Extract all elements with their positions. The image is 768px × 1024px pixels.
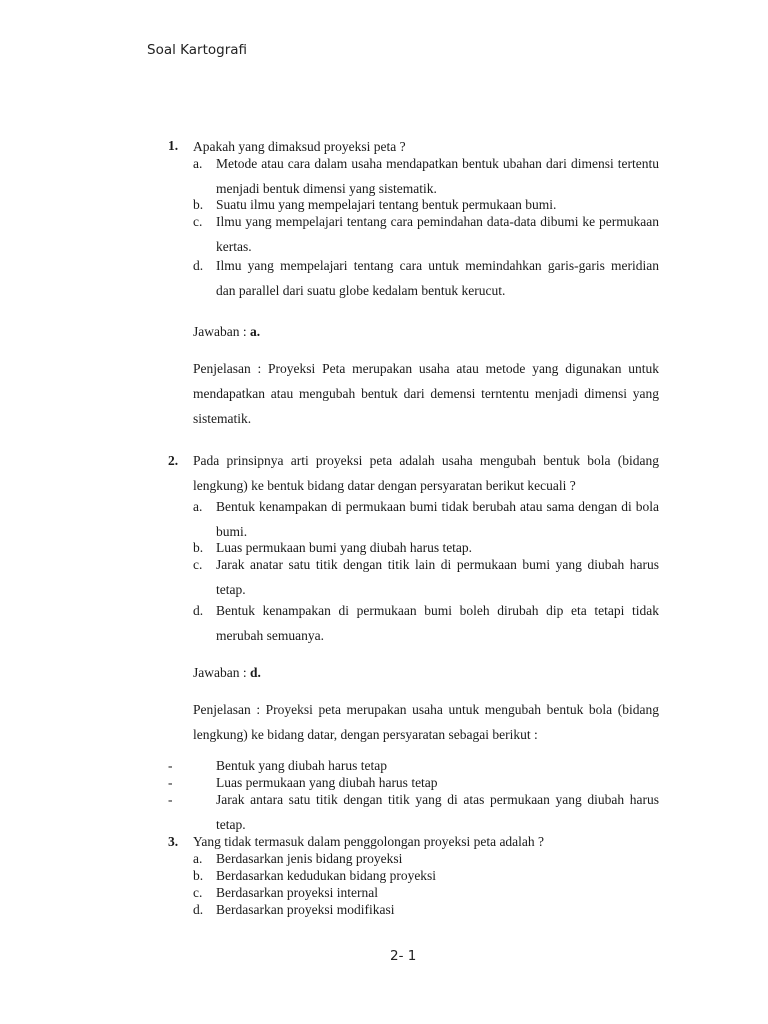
- explanation: Penjelasan : Proyeksi peta merupakan usaha untuk mengubah bentuk bola (bidang lengkung) ke bidang datar, dengan persyaratan sebagai berikut :: [193, 702, 659, 742]
- question-number: 1.: [168, 138, 179, 153]
- option-text: Berdasarkan jenis bidang proyeksi: [216, 851, 403, 866]
- answer-line: [193, 323, 659, 340]
- option-list: [193, 151, 659, 303]
- option-label: d.: [193, 603, 204, 618]
- option-text: Berdasarkan proyeksi modifikasi: [216, 902, 395, 917]
- question-number: 3.: [168, 834, 179, 849]
- option-c: [193, 884, 659, 901]
- option-list: [193, 850, 659, 918]
- option-text: Berdasarkan proyeksi internal: [216, 885, 378, 900]
- question-text: Pada prinsipnya arti proyeksi peta adalah usaha mengubah bentuk bola (bidang lengkung) ke bentuk bidang datar dengan persyaratan berikut kecuali ?: [193, 453, 659, 493]
- bullet-mark: -: [168, 758, 173, 773]
- option-d: [193, 253, 659, 303]
- bullet-text: Luas permukaan yang diubah harus tetap: [216, 775, 438, 790]
- option-d: [193, 901, 659, 918]
- option-list: [193, 494, 659, 648]
- bullet-text: Jarak antara satu titik dengan titik yang di atas permukaan yang diubah harus tetap.: [216, 792, 659, 832]
- option-label: a.: [193, 851, 203, 866]
- option-a: [193, 151, 659, 201]
- answer-line: [193, 664, 659, 681]
- option-label: b.: [193, 868, 204, 883]
- question-text: Apakah yang dimaksud proyeksi peta ?: [193, 139, 406, 154]
- bullet-list: [168, 757, 659, 837]
- option-text: Ilmu yang mempelajari tentang cara pemindahan data-data dibumi ke permukaan kertas.: [216, 214, 659, 254]
- option-a: [193, 494, 659, 544]
- bullet-mark: -: [168, 792, 173, 807]
- answer-label: Jawaban :: [193, 324, 250, 339]
- option-label: d.: [193, 258, 204, 273]
- option-text: Suatu ilmu yang mempelajari tentang bentuk permukaan bumi.: [216, 197, 557, 212]
- bullet-mark: -: [168, 775, 173, 790]
- option-c: [193, 209, 659, 259]
- answer-label: Jawaban :: [193, 665, 250, 680]
- option-label: a.: [193, 499, 203, 514]
- question-number: 2.: [168, 453, 179, 468]
- option-label: b.: [193, 197, 204, 212]
- option-label: c.: [193, 557, 203, 572]
- option-text: Bentuk kenampakan di permukaan bumi boleh dirubah dip eta tetapi tidak merubah semuanya.: [216, 603, 659, 643]
- document-header: Soal Kartografi: [147, 42, 248, 58]
- option-text: Bentuk kenampakan di permukaan bumi tidak berubah atau sama dengan di bola bumi.: [216, 499, 659, 539]
- question-3: [168, 833, 659, 918]
- option-label: d.: [193, 902, 204, 917]
- bullet-item: [168, 787, 659, 837]
- answer-value: d.: [249, 665, 261, 680]
- answer-value: a.: [249, 324, 261, 339]
- explanation: Penjelasan : Proyeksi Peta merupakan usaha atau metode yang digunakan untuk mendapatkan atau mengubah bentuk dari demensi terntentu menjadi dimensi yang sistematik.: [193, 361, 659, 426]
- option-d: [193, 598, 659, 648]
- option-label: c.: [193, 214, 203, 229]
- option-text: Luas permukaan bumi yang diubah harus tetap.: [216, 540, 473, 555]
- question-2: [168, 448, 659, 747]
- question-1: [168, 138, 659, 431]
- option-text: Jarak anatar satu titik dengan titik lain di permukaan bumi yang diubah harus tetap.: [216, 557, 659, 597]
- page-number: 2- 1: [390, 948, 417, 964]
- option-label: b.: [193, 540, 204, 555]
- option-a: [193, 850, 659, 867]
- document-body: [168, 138, 659, 918]
- option-text: Berdasarkan kedudukan bidang proyeksi: [216, 868, 437, 883]
- option-c: [193, 552, 659, 602]
- question-text: Yang tidak termasuk dalam penggolongan proyeksi peta adalah ?: [193, 834, 545, 849]
- option-b: [193, 867, 659, 884]
- bullet-text: Bentuk yang diubah harus tetap: [216, 758, 387, 773]
- option-label: c.: [193, 885, 203, 900]
- option-text: Metode atau cara dalam usaha mendapatkan bentuk ubahan dari dimensi tertentu menjadi bentuk dimensi yang sistematik.: [216, 156, 659, 196]
- option-text: Ilmu yang mempelajari tentang cara untuk memindahkan garis-garis meridian dan parallel dari suatu globe kedalam bentuk kerucut.: [216, 258, 659, 298]
- bullet-item: [168, 757, 659, 774]
- option-label: a.: [193, 156, 203, 171]
